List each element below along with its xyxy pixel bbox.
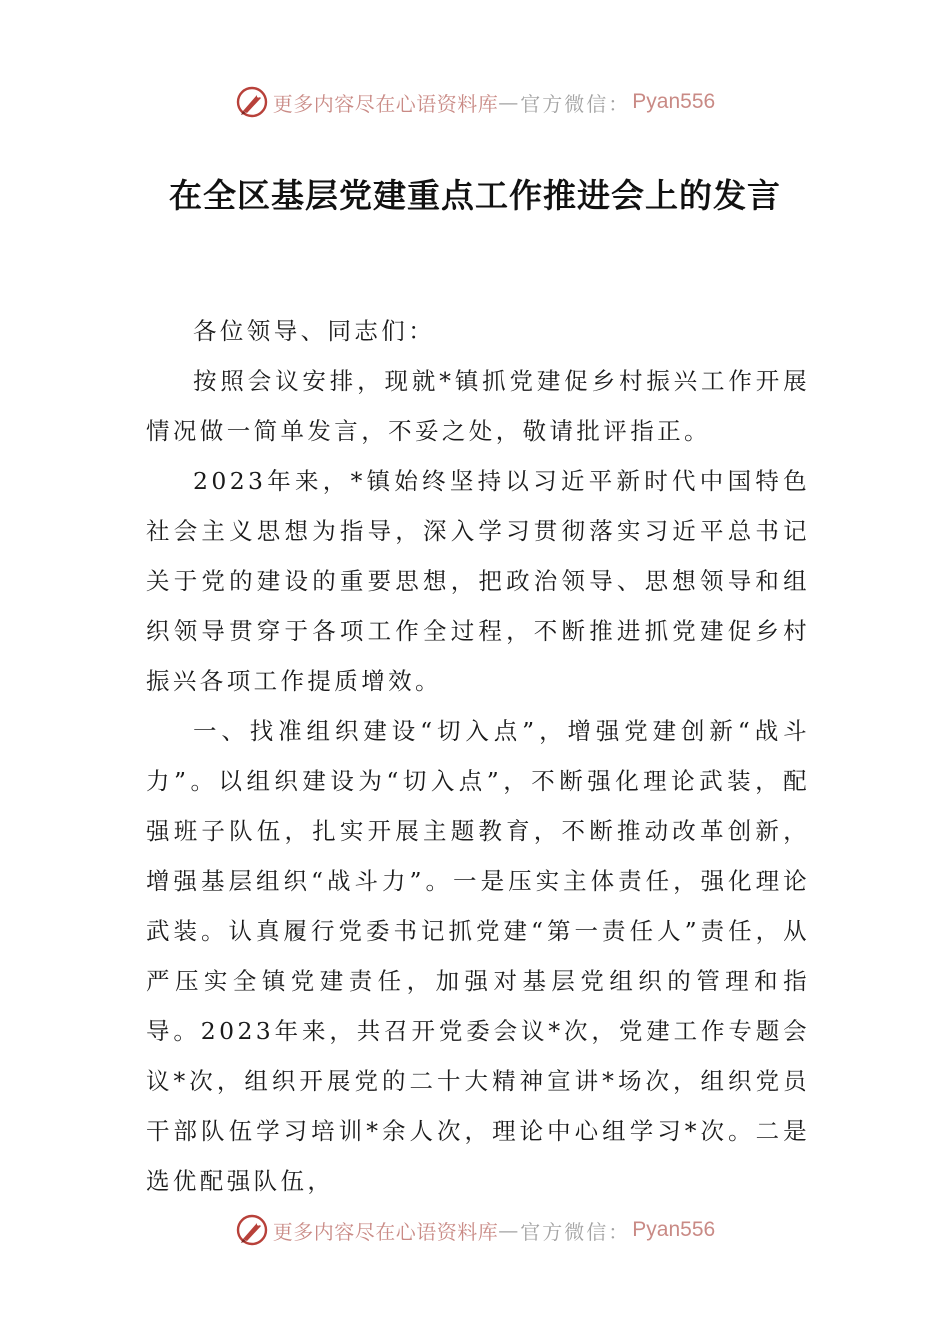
pen-logo-icon [235, 85, 269, 119]
banner-label: 官方微信： [520, 1219, 631, 1244]
banner-text: 更多内容尽在心语资料库 [272, 1219, 499, 1244]
footer-watermark-banner [0, 1208, 950, 1252]
document-body [146, 306, 810, 1206]
paragraph: 一、找准组织建设“切入点”，增强党建创新“战斗力”。以组织建设为“切入点”，不断强化理论武装，配强班子队伍，扎实开展主题教育，不断推动改革创新，增强基层组织“战斗力”。一是压实主体责任，强化理论武装。认真履行党委书记抓党建“第一责任人”责任，从严压实全镇党建责任，加强对基层党组织的管理和指导。2023年来，共召开党委会议*次，党建工作专题会议*次，组织开展党的二十大精神宣讲*场次，组织党员干部队伍学习培训*余人次，理论中心组学习*次。二是选优配强队伍， [146, 717, 810, 1195]
banner-wechat-id: Pyan556 [632, 90, 716, 113]
banner-separator: — [498, 1218, 521, 1242]
banner-text: 更多内容尽在心语资料库 [272, 91, 499, 116]
paragraph: 按照会议安排，现就*镇抓党建促乡村振兴工作开展情况做一简单发言，不妥之处，敬请批评指正。 [146, 367, 810, 445]
greeting: 各位领导、同志们： [193, 317, 436, 345]
banner-wechat-id: Pyan556 [632, 1218, 716, 1241]
pen-logo-icon [235, 1213, 269, 1247]
header-watermark-banner [0, 80, 950, 124]
banner-separator: — [498, 90, 521, 114]
banner-label: 官方微信： [520, 91, 631, 116]
document-title: 在全区基层党建重点工作推进会上的发言 [169, 176, 781, 215]
paragraph: 2023年来，*镇始终坚持以习近平新时代中国特色社会主义思想为指导，深入学习贯彻落实习近平总书记关于党的建设的重要思想，把政治领导、思想领导和组织领导贯穿于各项工作全过程，不断推进抓党建促乡村振兴各项工作提质增效。 [146, 467, 810, 695]
